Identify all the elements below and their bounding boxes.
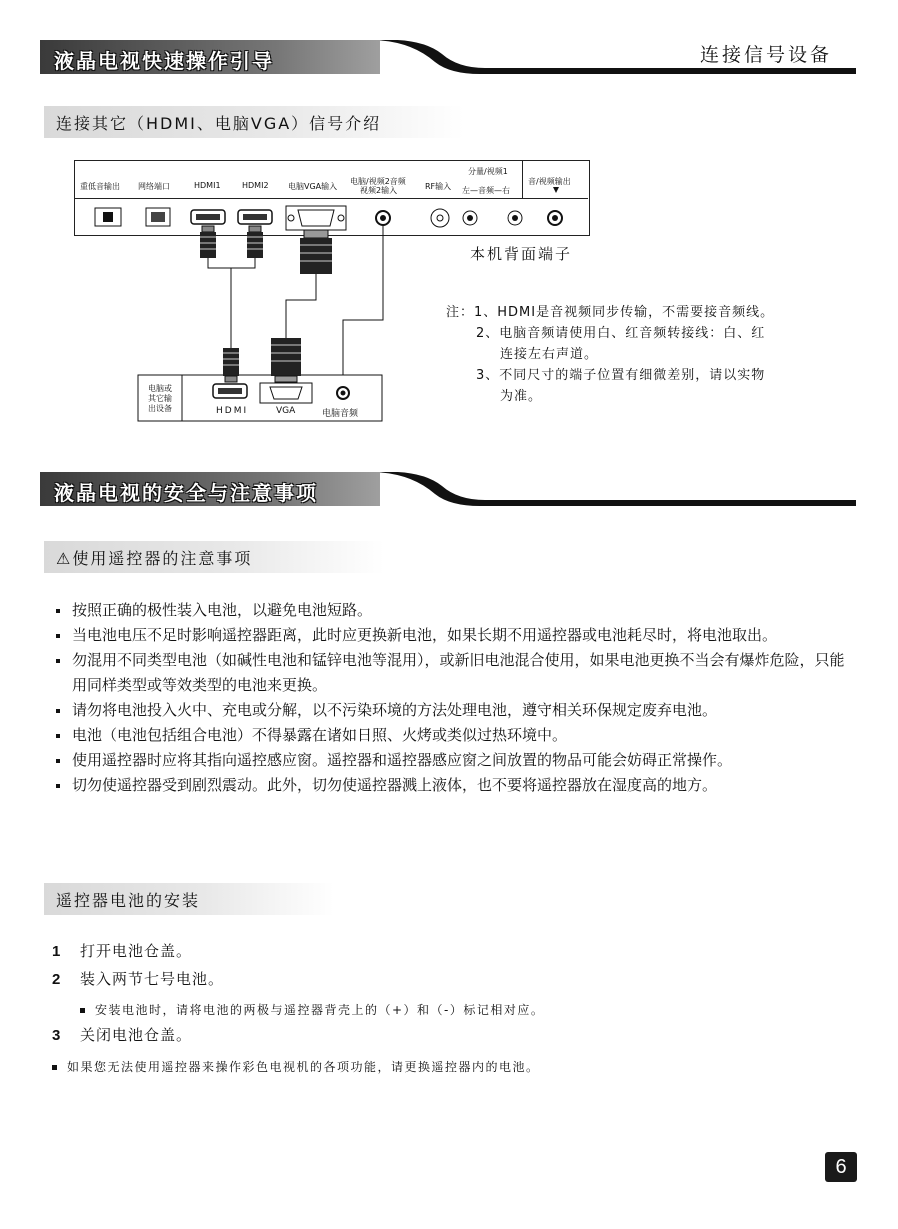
hdmi-plug-2 (247, 226, 263, 258)
step-1 (52, 940, 192, 961)
vga-plug-device (271, 338, 301, 382)
step-text: 打开电池仓盖。 (80, 942, 193, 960)
label-rf-in: RF输入 (425, 182, 452, 191)
bullet-text: 请勿将电池投入火中、充电或分解，以不污染环境的方法处理电池，遵守相关环保规定废弃电池。 (72, 701, 718, 719)
bullet-text: 电池（电池包括组合电池）不得暴露在诸如日照、火烤或类似过热环境中。 (72, 726, 568, 744)
bullet-text: 按照正确的极性装入电池，以避免电池短路。 (72, 601, 373, 619)
connect-subtitle: 连接其它（HDMI、电脑VGA）信号介绍 (56, 114, 382, 133)
list-item (56, 773, 856, 798)
device-label-3: 出设备 (148, 404, 172, 413)
device-label-2: 其它输 (148, 394, 172, 403)
step-2-note-text: 安装电池时，请将电池的两极与遥控器背壳上的（+）和（-）标记相对应。 (95, 1003, 545, 1017)
list-item (56, 698, 856, 723)
battery-subtitle-bar (44, 883, 334, 915)
label-network: 网络端口 (138, 182, 170, 191)
device-label-1: 电脑或 (148, 384, 172, 393)
vga-plug-tv (300, 230, 332, 274)
step-text: 关闭电池仓盖。 (80, 1026, 193, 1044)
note-2-cont: 连接左右声道。 (500, 347, 599, 362)
label-subwoofer: 重低音输出 (80, 182, 120, 191)
page-number: 6 (825, 1152, 857, 1182)
note-3-cont: 为准。 (500, 389, 543, 404)
step-2 (52, 968, 224, 989)
device-vga-label: VGA (276, 406, 296, 416)
label-component-1: 分量/视频1 (468, 167, 508, 176)
bullet-text: 勿混用不同类型电池（如碱性电池和锰锌电池等混用），或新旧电池混合使用，如果电池更换不当会有爆炸危险，只能用同样类型或等效类型的电池来更换。 (72, 651, 845, 694)
step-text: 装入两节七号电池。 (80, 970, 225, 988)
safety-banner (40, 472, 858, 512)
bullet-text: 使用遥控器时应将其指向遥控感应窗。遥控器和遥控器感应窗之间放置的物品可能会妨碍正常操作。 (72, 751, 733, 769)
banner-title: 液晶电视快速操作引导 (54, 49, 274, 73)
warning-icon: ⚠ (56, 549, 73, 568)
connection-notes (446, 302, 826, 407)
step-2-note (80, 1001, 544, 1018)
av-out-arrow (553, 187, 559, 193)
device-audio-label: 电脑音频 (322, 409, 359, 419)
label-vga-in: 电脑VGA输入 (288, 182, 338, 191)
step-num: 1 (52, 943, 61, 960)
list-item (56, 648, 856, 698)
remote-subtitle-wrap (56, 546, 252, 569)
hdmi-plug-device (223, 348, 239, 382)
list-item (56, 598, 856, 623)
label-hdmi2: HDMI2 (242, 181, 269, 190)
step-3 (52, 1024, 192, 1045)
final-battery-note (52, 1058, 540, 1075)
page-section-title: 连接信号设备 (700, 44, 833, 66)
label-pc-audio-1: 电脑/视频2音频 (350, 177, 406, 186)
note-1: 注：1、HDMI是音视频同步传输，不需要接音频线。 (446, 305, 775, 320)
device-hdmi-label: HDMI (216, 406, 249, 416)
list-item (56, 723, 856, 748)
label-pc-audio-2: 视频2输入 (360, 186, 398, 195)
hdmi-plug-1 (200, 226, 216, 258)
label-av-out: 音/视频输出 (528, 177, 571, 186)
step-num: 2 (52, 971, 61, 988)
label-component-2: 左—音频—右 (462, 186, 510, 195)
remote-subtitle-bar (44, 541, 384, 573)
remote-subtitle: 使用遥控器的注意事项 (72, 549, 253, 568)
list-item (56, 623, 856, 648)
rf-port (431, 209, 449, 227)
note-2: 2、电脑音频请使用白、红音频转接线：白、红 (476, 326, 766, 341)
bullet-text: 切勿使遥控器受到剧烈震动。此外，切勿使遥控器溅上液体，也不要将遥控器放在湿度高的地方。 (72, 776, 718, 794)
step-num: 3 (52, 1027, 61, 1044)
label-hdmi1: HDMI1 (194, 181, 221, 190)
source-device-label (148, 384, 172, 414)
final-note-text: 如果您无法使用遥控器来操作彩色电视机的各项功能，请更换遥控器内的电池。 (67, 1060, 540, 1074)
back-panel-caption: 本机背面端子 (470, 245, 573, 263)
safety-banner-title: 液晶电视的安全与注意事项 (54, 481, 318, 505)
battery-subtitle: 遥控器电池的安装 (56, 891, 201, 910)
remote-precautions (56, 598, 856, 798)
note-3: 3、不同尺寸的端子位置有细微差别，请以实物 (476, 368, 766, 383)
bullet-text: 当电池电压不足时影响遥控器距离，此时应更换新电池，如果长期不用遥控器或电池耗尽时，将电池取出。 (72, 626, 778, 644)
list-item (56, 748, 856, 773)
